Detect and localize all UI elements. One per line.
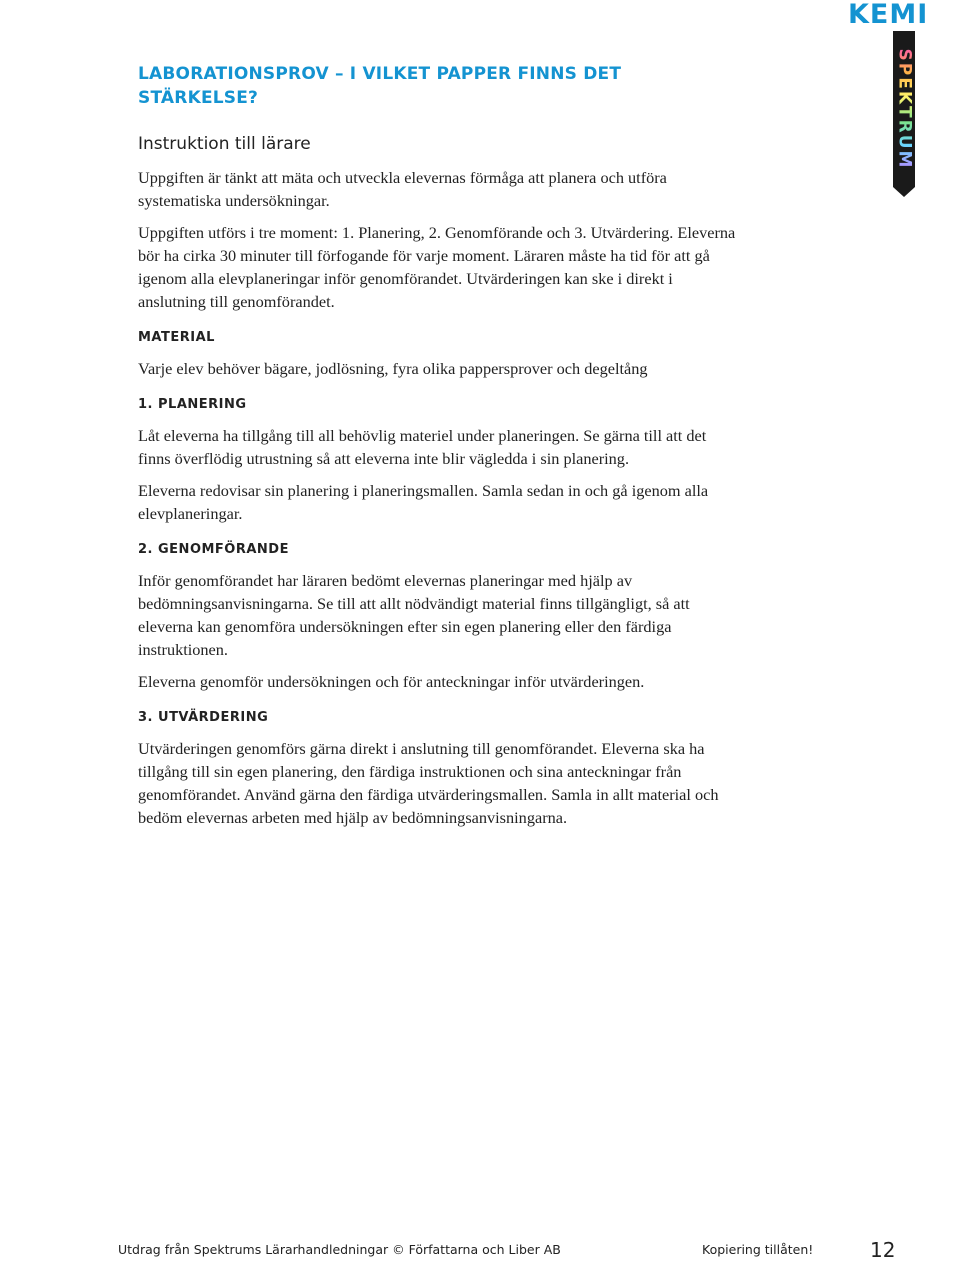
section-material: [138, 329, 738, 380]
section-paragraph: Låt eleverna ha tillgång till all behövlig materiel under planeringen. Se gärna till att det finns överflödig utrustning så att eleverna inte blir vägledda i sin planering.: [138, 426, 707, 468]
section-paragraph: Varje elev behöver bägare, jodlösning, fyra olika pappersprover och degeltång: [138, 359, 648, 378]
brand-series-logo: [893, 36, 915, 182]
section-paragraph: Utvärderingen genomförs gärna direkt i anslutning till genomförandet. Eleverna ska ha tillgång till sin egen planering, den färdiga instruktionen och sina anteckningar från genomförandet. Använd gärna den färdiga utvärderingsmallen. Samla in allt material och bedöm elevernas arbeten med hjälp av bedömningsanvisningarna.: [138, 739, 719, 827]
document-body: [138, 62, 738, 838]
brand-logo: [848, 0, 929, 30]
brand-subject: KEMI: [848, 0, 929, 30]
section-paragraph: Eleverna genomför undersökningen och för anteckningar inför utvärderingen.: [138, 672, 645, 691]
footer-copy-permission: Kopiering tillåten!: [702, 1242, 814, 1257]
section-paragraph: Inför genomförandet har läraren bedömt elevernas planeringar med hjälp av bedömningsanvisningarna. Se till att allt nödvändigt material finns tillgängligt, så att eleverna kan genomföra undersökningen efter sin egen planering eller den färdiga instruktionen.: [138, 571, 690, 659]
document-title: LABORATIONSPROV – I VILKET PAPPER FINNS DET STÄRKELSE?: [138, 64, 622, 108]
brand-series-text: SPEKTRUM: [894, 48, 914, 170]
document-subtitle: Instruktion till lärare: [138, 134, 311, 154]
section-utvardering: [138, 709, 738, 829]
intro-paragraph: Uppgiften utförs i tre moment: 1. Planering, 2. Genomförande och 3. Utvärdering. Eleverna bör ha cirka 30 minuter till förfogande för varje moment. Läraren måste ha tid för att gå igenom alla elevplaneringar inför genomförandet. Utvärderingen kan ske i direkt i anslutning till genomförandet.: [138, 223, 736, 311]
page-number: 12: [870, 1238, 896, 1262]
section-heading: 3. UTVÄRDERING: [138, 710, 269, 725]
section-heading: MATERIAL: [138, 330, 215, 345]
section-planering: [138, 396, 738, 525]
section-paragraph: Eleverna redovisar sin planering i planeringsmallen. Samla sedan in och gå igenom alla elevplaneringar.: [138, 481, 709, 523]
section-genomforande: [138, 541, 738, 693]
section-heading: 2. GENOMFÖRANDE: [138, 542, 289, 557]
section-heading: 1. PLANERING: [138, 397, 247, 412]
footer-copyright: Utdrag från Spektrums Lärarhandledningar © Författarna och Liber AB: [118, 1242, 561, 1257]
page-footer: [118, 1238, 918, 1264]
intro-paragraph: Uppgiften är tänkt att mäta och utveckla elevernas förmåga att planera och utföra systematiska undersökningar.: [138, 168, 667, 210]
